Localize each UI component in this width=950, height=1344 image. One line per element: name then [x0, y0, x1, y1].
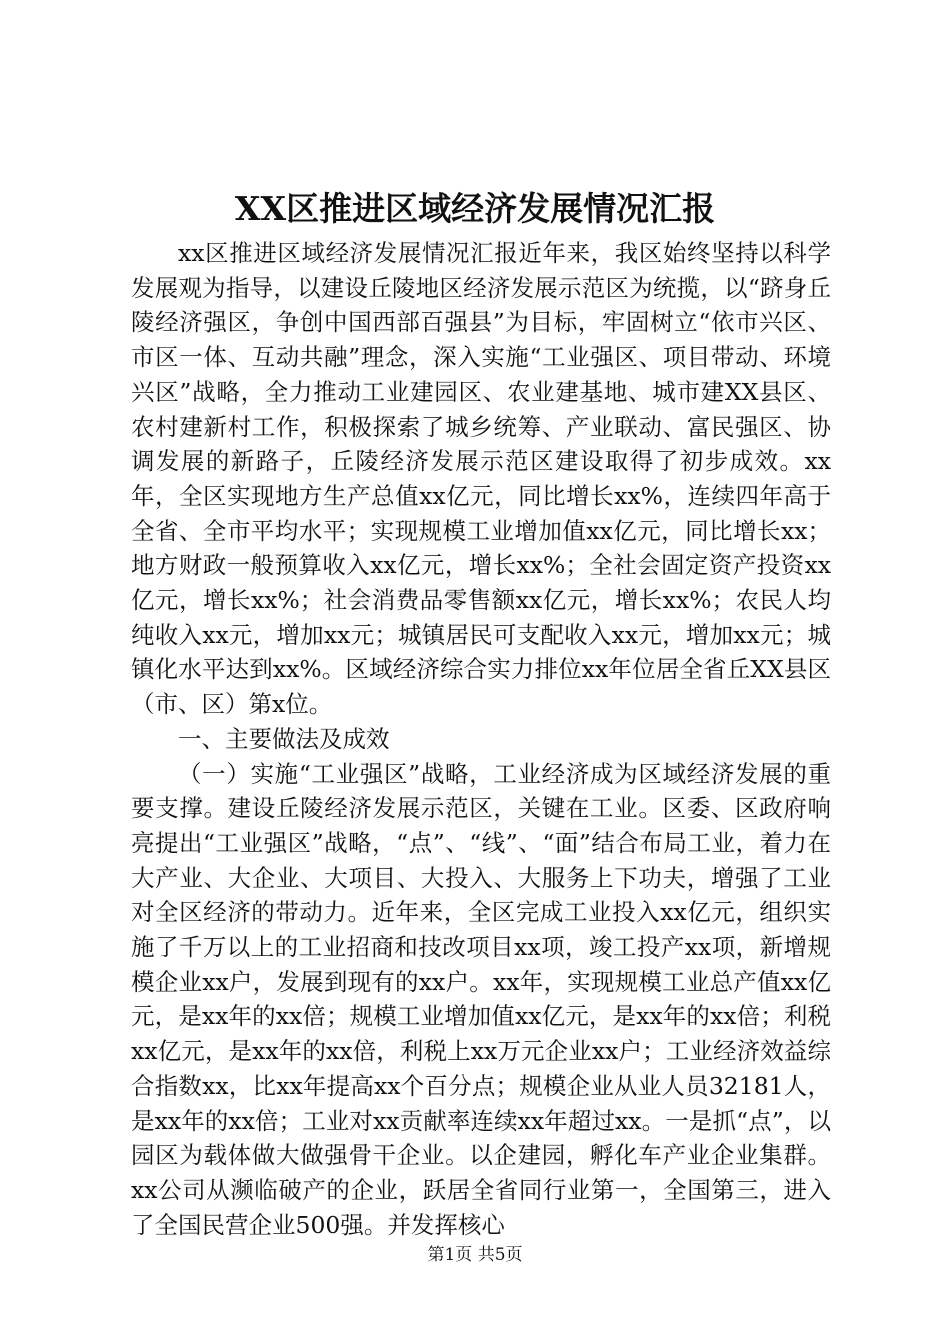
section-heading: 一、主要做法及成效 [178, 724, 390, 753]
document-title: XX区推进区域经济发展情况汇报 [234, 189, 716, 228]
body-paragraph: （一）实施“工业强区”战略，工业经济成为区域经济发展的重要支撑。建设丘陵经济发展示范区，关键在工业。区委、区政府响亮提出“工业强区”战略，“点”、“线”、“面”结合布局工业，着力在大产业、大企业、大项目、大投入、大服务上下功夫，增强了工业对全区经济的带动力。近年来，全区完成工业投入xx亿元，组织实施了千万以上的工业招商和技改项目xx项，竣工投产xx项，新增规模企业xx户，发展到现有的xx户。xx年，实现规模工业总产值xx亿元，是xx年的xx倍；规模工业增加值xx亿元，是xx年的xx倍；利税xx亿元，是xx年的xx倍，利税上xx万元企业xx户；工业经济效益综合指数xx，比xx年提高xx个百分点；规模企业从业人员32181人，是xx年的xx倍；工业对xx贡献率连续xx年超过xx。一是抓“点”，以园区为载体做大做强骨干企业。以企建园，孵化车产业企业集群。xx公司从濒临破产的企业，跃居全省同行业第一，全国第三，进入了全国民营企业500强。并发挥核心 [131, 759, 831, 1239]
page-footer: 第1页 共5页 [427, 1245, 523, 1265]
document-body [131, 236, 831, 1242]
intro-paragraph: xx区推进区域经济发展情况汇报近年来，我区始终坚持以科学发展观为指导，以建设丘陵地区经济发展示范区为统揽，以“跻身丘陵经济强区，争创中国西部百强县”为目标，牢固树立“依市兴区、市区一体、互动共融”理念，深入实施“工业强区、项目带动、环境兴区”战略，全力推动工业建园区、农业建基地、城市建XX县区、农村建新村工作，积极探索了城乡统筹、产业联动、富民强区、协调发展的新路子，丘陵经济发展示范区建设取得了初步成效。xx年，全区实现地方生产总值xx亿元，同比增长xx%，连续四年高于全省、全市平均水平；实现规模工业增加值xx亿元，同比增长xx；地方财政一般预算收入xx亿元，增长xx%；全社会固定资产投资xx亿元，增长xx%；社会消费品零售额xx亿元，增长xx%；农民人均纯收入xx元，增加xx元；城镇居民可支配收入xx元，增加xx元；城镇化水平达到xx%。区域经济综合实力排位xx年位居全省丘XX县区（市、区）第x位。 [131, 239, 831, 719]
